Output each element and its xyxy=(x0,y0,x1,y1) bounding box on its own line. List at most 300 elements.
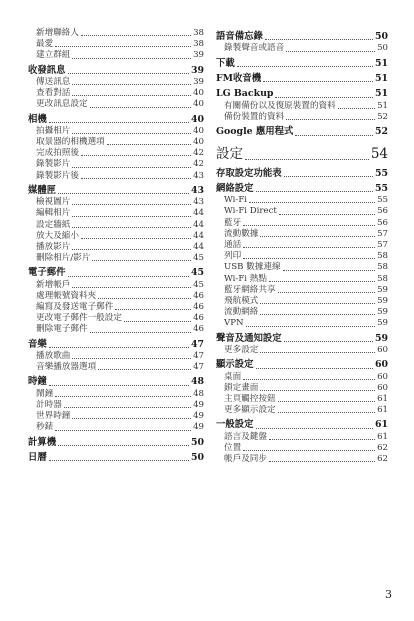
toc-entry-page: 44 xyxy=(193,219,204,230)
toc-entry-page: 62 xyxy=(377,454,388,465)
dot-leader xyxy=(286,119,375,120)
toc-entry-title: 列印 xyxy=(224,251,242,262)
toc-entry-page: 49 xyxy=(193,411,204,422)
dot-leader xyxy=(72,358,191,359)
toc-subentry[interactable] xyxy=(28,280,204,291)
toc-subentry[interactable] xyxy=(28,137,204,148)
toc-subentry[interactable] xyxy=(28,28,204,39)
dot-leader xyxy=(269,439,375,440)
dot-leader xyxy=(283,270,376,271)
dot-leader xyxy=(72,249,191,250)
toc-subentry[interactable] xyxy=(216,251,388,262)
dot-leader xyxy=(58,193,189,194)
dot-leader xyxy=(256,428,373,429)
toc-entry-page: 61 xyxy=(377,431,388,442)
toc-entry-title: 編寫及發送電子郵件 xyxy=(36,302,114,313)
toc-subentry[interactable] xyxy=(28,77,204,88)
dot-leader xyxy=(81,35,191,36)
toc-subentry[interactable] xyxy=(216,318,388,329)
dot-leader xyxy=(284,341,373,342)
toc-subentry[interactable] xyxy=(216,296,388,307)
toc-entry-page: 61 xyxy=(374,419,388,431)
toc-subentry[interactable] xyxy=(28,351,204,362)
dot-leader xyxy=(260,236,375,237)
toc-entry-page: 60 xyxy=(377,344,388,355)
toc-entry-title: FM收音機 xyxy=(216,72,262,84)
dot-leader xyxy=(243,258,375,259)
toc-section-heading[interactable] xyxy=(216,73,388,85)
toc-entry-page: 51 xyxy=(374,88,388,100)
toc-entry-page: 50 xyxy=(374,30,388,42)
toc-subentry[interactable] xyxy=(28,126,204,137)
toc-entry-title: 傳送訊息 xyxy=(36,76,71,87)
toc-entry-title: 檢視圖片 xyxy=(36,197,71,208)
toc-entry-title: 編輯相片 xyxy=(36,208,71,219)
toc-section xyxy=(28,28,204,62)
toc-entry-title: 更多設定 xyxy=(224,344,259,355)
toc-subentry[interactable] xyxy=(216,206,388,217)
toc-entry-title: 設定牆紙 xyxy=(36,219,71,230)
dot-leader xyxy=(90,107,191,108)
dot-leader xyxy=(49,122,189,123)
toc-entry-page: 45 xyxy=(193,279,204,290)
dot-leader xyxy=(269,281,375,282)
toc-entry-title: 更多顯示設定 xyxy=(224,405,276,416)
dot-leader xyxy=(72,227,191,228)
toc-section xyxy=(216,333,388,357)
toc-section-heading[interactable] xyxy=(28,452,204,464)
toc-entry-title: Google 應用程式 xyxy=(216,126,294,138)
toc-subentry[interactable] xyxy=(28,325,204,336)
toc-chapter-heading[interactable] xyxy=(216,143,388,165)
toc-entry-page: 57 xyxy=(377,240,388,251)
dot-leader xyxy=(265,39,373,40)
toc-section xyxy=(28,65,204,111)
toc-entry-title: 藍牙網絡共享 xyxy=(224,284,276,295)
toc-subentry[interactable] xyxy=(216,112,388,123)
toc-section xyxy=(28,437,204,449)
toc-subentry[interactable] xyxy=(28,253,204,264)
toc-entry-title: 播放影片 xyxy=(36,241,71,252)
dot-leader xyxy=(269,461,375,462)
toc-section-heading[interactable] xyxy=(28,376,204,388)
dot-leader xyxy=(124,321,191,322)
toc-entry-title: 播放歌曲 xyxy=(36,351,71,362)
toc-entry-title: 更改電子郵件一般設定 xyxy=(36,313,122,324)
dot-leader xyxy=(81,238,191,239)
toc-entry-page: 46 xyxy=(193,302,204,313)
dot-leader xyxy=(260,352,375,353)
toc-entry-page: 50 xyxy=(190,436,204,448)
toc-entry-page: 38 xyxy=(193,27,204,38)
toc-subentry[interactable] xyxy=(216,405,388,416)
toc-entry-title: 放大及縮小 xyxy=(36,230,79,241)
toc-section xyxy=(28,339,204,374)
toc-entry-title: 新增聯絡人 xyxy=(36,27,79,38)
toc-entry-page: 49 xyxy=(193,422,204,433)
toc-entry-page: 42 xyxy=(193,148,204,159)
toc-section-heading[interactable] xyxy=(216,126,388,138)
toc-entry-page: 44 xyxy=(193,230,204,241)
toc-subentry[interactable] xyxy=(216,443,388,454)
toc-section-heading[interactable] xyxy=(216,333,388,345)
toc-entry-title: 刪除電子郵件 xyxy=(36,324,88,335)
toc-section xyxy=(216,183,388,330)
toc-entry-title: 藍牙 xyxy=(224,217,242,228)
dot-leader xyxy=(243,225,375,226)
toc-section xyxy=(28,267,204,335)
toc-entry-page: 47 xyxy=(193,351,204,362)
toc-entry-page: 61 xyxy=(377,393,388,404)
toc-subentry[interactable] xyxy=(28,50,204,61)
toc-entry-title: 查看對話 xyxy=(36,88,71,99)
toc-section-heading[interactable] xyxy=(28,114,204,126)
dot-leader xyxy=(256,368,373,369)
dot-leader xyxy=(278,401,375,402)
toc-entry-page: 51 xyxy=(377,100,388,111)
toc-entry-title: 顯示設定 xyxy=(216,359,254,371)
toc-entry-title: 音樂播放器選項 xyxy=(36,362,97,373)
toc-entry-page: 52 xyxy=(377,111,388,122)
dot-leader xyxy=(72,95,191,96)
toc-entry-title: 新增帳戶 xyxy=(36,279,71,290)
dot-leader xyxy=(49,460,189,461)
toc-entry-page: 60 xyxy=(374,359,388,371)
dot-leader xyxy=(237,66,373,67)
dot-leader xyxy=(260,314,375,315)
toc-entry-page: 46 xyxy=(193,313,204,324)
toc-entry-title: 鎖定畫面 xyxy=(224,382,259,393)
dot-leader xyxy=(256,191,373,192)
toc-section-heading[interactable] xyxy=(216,183,388,195)
toc-entry-page: 39 xyxy=(193,50,204,61)
toc-right-column xyxy=(216,28,388,467)
dot-leader xyxy=(286,51,375,52)
toc-subentry[interactable] xyxy=(216,307,388,318)
toc-entry-title: 音樂 xyxy=(28,338,47,350)
toc-entry-title: 聲音及通知設定 xyxy=(216,332,282,344)
toc-entry-title: Wi-Fi xyxy=(224,195,248,206)
dot-leader xyxy=(246,326,376,327)
toc-entry-title: 相機 xyxy=(28,113,47,125)
toc-subentry[interactable] xyxy=(216,101,388,112)
dot-leader xyxy=(72,58,191,59)
toc-subentry[interactable] xyxy=(216,372,388,383)
toc-entry-page: 60 xyxy=(377,371,388,382)
toc-entry-page: 59 xyxy=(377,295,388,306)
toc-subentry[interactable] xyxy=(216,240,388,251)
toc-entry-page: 48 xyxy=(190,376,204,388)
toc-section xyxy=(216,88,388,123)
toc-entry-page: 49 xyxy=(193,400,204,411)
toc-entry-page: 47 xyxy=(193,362,204,373)
toc-subentry[interactable] xyxy=(28,88,204,99)
dot-leader xyxy=(260,390,375,391)
dot-leader xyxy=(107,144,191,145)
toc-entry-title: 帳戶及同步 xyxy=(224,454,267,465)
dot-leader xyxy=(90,332,191,333)
toc-entry-page: 56 xyxy=(377,217,388,228)
toc-entry-title: Wi-Fi Direct xyxy=(224,206,277,217)
toc-subentry[interactable] xyxy=(28,302,204,313)
dot-leader xyxy=(279,214,375,215)
dot-leader xyxy=(55,46,191,47)
toc-entry-title: 世界時鐘 xyxy=(36,411,71,422)
toc-subentry[interactable] xyxy=(216,195,388,206)
toc-entry-page: 60 xyxy=(377,382,388,393)
dot-leader xyxy=(49,385,189,386)
toc-section xyxy=(216,419,388,465)
dot-leader xyxy=(72,133,191,134)
toc-subentry[interactable] xyxy=(216,229,388,240)
toc-subentry[interactable] xyxy=(28,148,204,159)
toc-subentry[interactable] xyxy=(216,262,388,273)
toc-entry-title: 主頁觸控按鈕 xyxy=(224,393,276,404)
toc-section-heading[interactable] xyxy=(28,185,204,197)
toc-entry-page: 55 xyxy=(374,167,388,179)
toc-subentry[interactable] xyxy=(28,242,204,253)
dot-leader xyxy=(72,167,191,168)
toc-entry-title: 建立群組 xyxy=(36,50,71,61)
toc-entry-page: 43 xyxy=(190,184,204,196)
toc-section xyxy=(216,143,388,165)
dot-leader xyxy=(72,287,191,288)
toc-entry-page: 40 xyxy=(193,99,204,110)
toc-subentry[interactable] xyxy=(216,43,388,54)
toc-entry-title: 飛航模式 xyxy=(224,295,259,306)
toc-entry-page: 55 xyxy=(374,182,388,194)
toc-subentry[interactable] xyxy=(216,383,388,394)
toc-entry-page: 56 xyxy=(377,206,388,217)
toc-entry-title: 鬧鐘 xyxy=(36,388,54,399)
toc-entry-page: 62 xyxy=(377,442,388,453)
toc-subentry[interactable] xyxy=(216,432,388,443)
toc-section xyxy=(216,359,388,416)
toc-entry-title: 媒體匣 xyxy=(28,184,57,196)
toc-entry-page: 42 xyxy=(193,159,204,170)
toc-section-heading[interactable] xyxy=(216,359,388,371)
toc-subentry[interactable] xyxy=(28,99,204,110)
dot-leader xyxy=(278,412,375,413)
toc-entry-title: LG Backup xyxy=(216,88,274,100)
toc-entry-title: 取景器的相機選項 xyxy=(36,137,105,148)
dot-leader xyxy=(243,247,375,248)
toc-subentry[interactable] xyxy=(28,362,204,373)
toc-entry-page: 47 xyxy=(190,338,204,350)
toc-entry-title: 電子郵件 xyxy=(28,267,66,279)
toc-entry-page: 43 xyxy=(193,170,204,181)
toc-entry-title: 錄製影片後 xyxy=(36,170,79,181)
toc-entry-page: 40 xyxy=(193,125,204,136)
toc-subentry[interactable] xyxy=(216,345,388,356)
dot-leader xyxy=(55,430,191,431)
toc-entry-title: 錄製聲音或語音 xyxy=(224,43,285,54)
dot-leader xyxy=(278,292,375,293)
toc-entry-title: 一般設定 xyxy=(216,419,254,431)
dot-leader xyxy=(275,97,373,98)
toc-entry-title: 錄製影片 xyxy=(36,159,71,170)
toc-subentry[interactable] xyxy=(28,400,204,411)
toc-entry-title: 計算機 xyxy=(28,436,57,448)
dot-leader xyxy=(338,108,375,109)
toc-entry-page: 59 xyxy=(377,307,388,318)
toc-entry-page: 44 xyxy=(193,241,204,252)
toc-entry-title: 處理帳號資料夾 xyxy=(36,290,97,301)
toc-section xyxy=(216,58,388,70)
toc-entry-title: 完成拍照後 xyxy=(36,148,79,159)
toc-left-column xyxy=(28,28,204,466)
toc-entry-title: 存取設定功能表 xyxy=(216,167,282,179)
toc-entry-page: 40 xyxy=(193,137,204,148)
page-number: 3 xyxy=(385,588,392,601)
dot-leader xyxy=(72,84,191,85)
toc-entry-page: 48 xyxy=(193,388,204,399)
toc-entry-page: 45 xyxy=(190,267,204,279)
toc-entry-title: VPN xyxy=(224,318,244,329)
dot-leader xyxy=(243,379,375,380)
toc-entry-title: 桌面 xyxy=(224,371,242,382)
toc-entry-title: 備份裝置的資料 xyxy=(224,111,285,122)
toc-section xyxy=(216,73,388,85)
toc-subentry[interactable] xyxy=(28,171,204,182)
toc-subentry[interactable] xyxy=(28,389,204,400)
toc-entry-title: 流動數據 xyxy=(224,228,259,239)
toc-section-heading[interactable] xyxy=(216,31,388,43)
dot-leader xyxy=(245,159,369,160)
dot-leader xyxy=(81,178,191,179)
toc-entry-page: 54 xyxy=(370,145,388,162)
toc-section xyxy=(28,452,204,464)
dot-leader xyxy=(72,216,191,217)
toc-entry-title: 最愛 xyxy=(36,39,54,50)
toc-subentry[interactable] xyxy=(216,285,388,296)
dot-leader xyxy=(68,276,189,277)
toc-entry-title: 日曆 xyxy=(28,451,47,463)
toc-entry-title: 下載 xyxy=(216,57,235,69)
toc-section-heading[interactable] xyxy=(216,58,388,70)
toc-subentry[interactable] xyxy=(28,159,204,170)
toc-entry-page: 43 xyxy=(193,197,204,208)
toc-entry-title: 計時器 xyxy=(36,400,62,411)
toc-entry-page: 61 xyxy=(377,405,388,416)
toc-entry-title: Wi-Fi 熱點 xyxy=(224,273,267,284)
toc-section xyxy=(216,31,388,55)
dot-leader xyxy=(243,450,375,451)
toc-entry-title: 網絡設定 xyxy=(216,182,254,194)
toc-section-heading[interactable] xyxy=(216,88,388,100)
toc-section xyxy=(28,376,204,433)
toc-entry-page: 38 xyxy=(193,39,204,50)
dot-leader xyxy=(92,260,191,261)
toc-subentry[interactable] xyxy=(28,208,204,219)
dot-leader xyxy=(72,204,191,205)
toc-entry-title: 時鐘 xyxy=(28,376,47,388)
toc-section xyxy=(28,185,204,265)
toc-entry-title: 秒錶 xyxy=(36,422,54,433)
toc-entry-page: 44 xyxy=(193,208,204,219)
toc-subentry[interactable] xyxy=(216,218,388,229)
toc-entry-page: 58 xyxy=(377,251,388,262)
toc-entry-page: 46 xyxy=(193,324,204,335)
toc-entry-page: 40 xyxy=(193,88,204,99)
toc-entry-page: 55 xyxy=(377,195,388,206)
toc-subentry[interactable] xyxy=(216,394,388,405)
toc-entry-page: 39 xyxy=(190,64,204,76)
toc-entry-page: 46 xyxy=(193,290,204,301)
toc-subentry[interactable] xyxy=(28,422,204,433)
toc-section-heading[interactable] xyxy=(28,339,204,351)
dot-leader xyxy=(263,81,373,82)
dot-leader xyxy=(295,135,373,136)
dot-leader xyxy=(98,298,191,299)
toc-section-heading[interactable] xyxy=(28,267,204,279)
toc-entry-page: 59 xyxy=(374,332,388,344)
toc-entry-title: 刪除相片/影片 xyxy=(36,253,91,264)
dot-leader xyxy=(260,303,375,304)
toc-subentry[interactable] xyxy=(28,39,204,50)
dot-leader xyxy=(55,396,191,397)
toc-entry-page: 51 xyxy=(374,72,388,84)
toc-section xyxy=(28,114,204,182)
toc-subentry[interactable] xyxy=(28,411,204,422)
dot-leader xyxy=(72,418,191,419)
toc-subentry[interactable] xyxy=(28,220,204,231)
toc-subentry[interactable] xyxy=(216,454,388,465)
toc-entry-page: 39 xyxy=(193,76,204,87)
toc-subentry[interactable] xyxy=(28,313,204,324)
toc-entry-title: USB 數據連線 xyxy=(224,262,281,273)
toc-entry-title: 語言及鍵盤 xyxy=(224,431,267,442)
toc-entry-page: 57 xyxy=(377,228,388,239)
toc-entry-title: 語音備忘錄 xyxy=(216,30,263,42)
toc-entry-title: 通話 xyxy=(224,240,242,251)
dot-leader xyxy=(58,445,189,446)
toc-subentry[interactable] xyxy=(216,274,388,285)
toc-subentry[interactable] xyxy=(28,231,204,242)
toc-entry-title: 位置 xyxy=(224,442,242,453)
toc-entry-page: 58 xyxy=(377,262,388,273)
toc-entry-title: 有關備份以及復原裝置的資料 xyxy=(224,100,336,111)
toc-entry-title: 設定 xyxy=(216,145,243,162)
toc-section-heading[interactable] xyxy=(216,168,388,180)
toc-subentry[interactable] xyxy=(28,291,204,302)
dot-leader xyxy=(64,407,191,408)
dot-leader xyxy=(284,176,373,177)
toc-entry-page: 58 xyxy=(377,273,388,284)
dot-leader xyxy=(249,202,375,203)
toc-entry-title: 收發訊息 xyxy=(28,64,66,76)
dot-leader xyxy=(81,155,191,156)
toc-entry-page: 52 xyxy=(374,126,388,138)
toc-entry-page: 45 xyxy=(193,253,204,264)
toc-section-heading[interactable] xyxy=(216,419,388,431)
toc-entry-page: 50 xyxy=(377,43,388,54)
dot-leader xyxy=(115,309,191,310)
toc-entry-title: 更改訊息設定 xyxy=(36,99,88,110)
toc-entry-title: 流動網絡 xyxy=(224,307,259,318)
toc-entry-page: 59 xyxy=(377,284,388,295)
toc-entry-page: 40 xyxy=(190,113,204,125)
toc-entry-page: 50 xyxy=(190,451,204,463)
toc-subentry[interactable] xyxy=(28,197,204,208)
dot-leader xyxy=(49,347,189,348)
toc-section xyxy=(216,126,388,138)
toc-section-heading[interactable] xyxy=(28,437,204,449)
dot-leader xyxy=(98,369,191,370)
toc-section-heading[interactable] xyxy=(28,65,204,77)
toc-section xyxy=(216,168,388,180)
toc-entry-page: 51 xyxy=(374,57,388,69)
